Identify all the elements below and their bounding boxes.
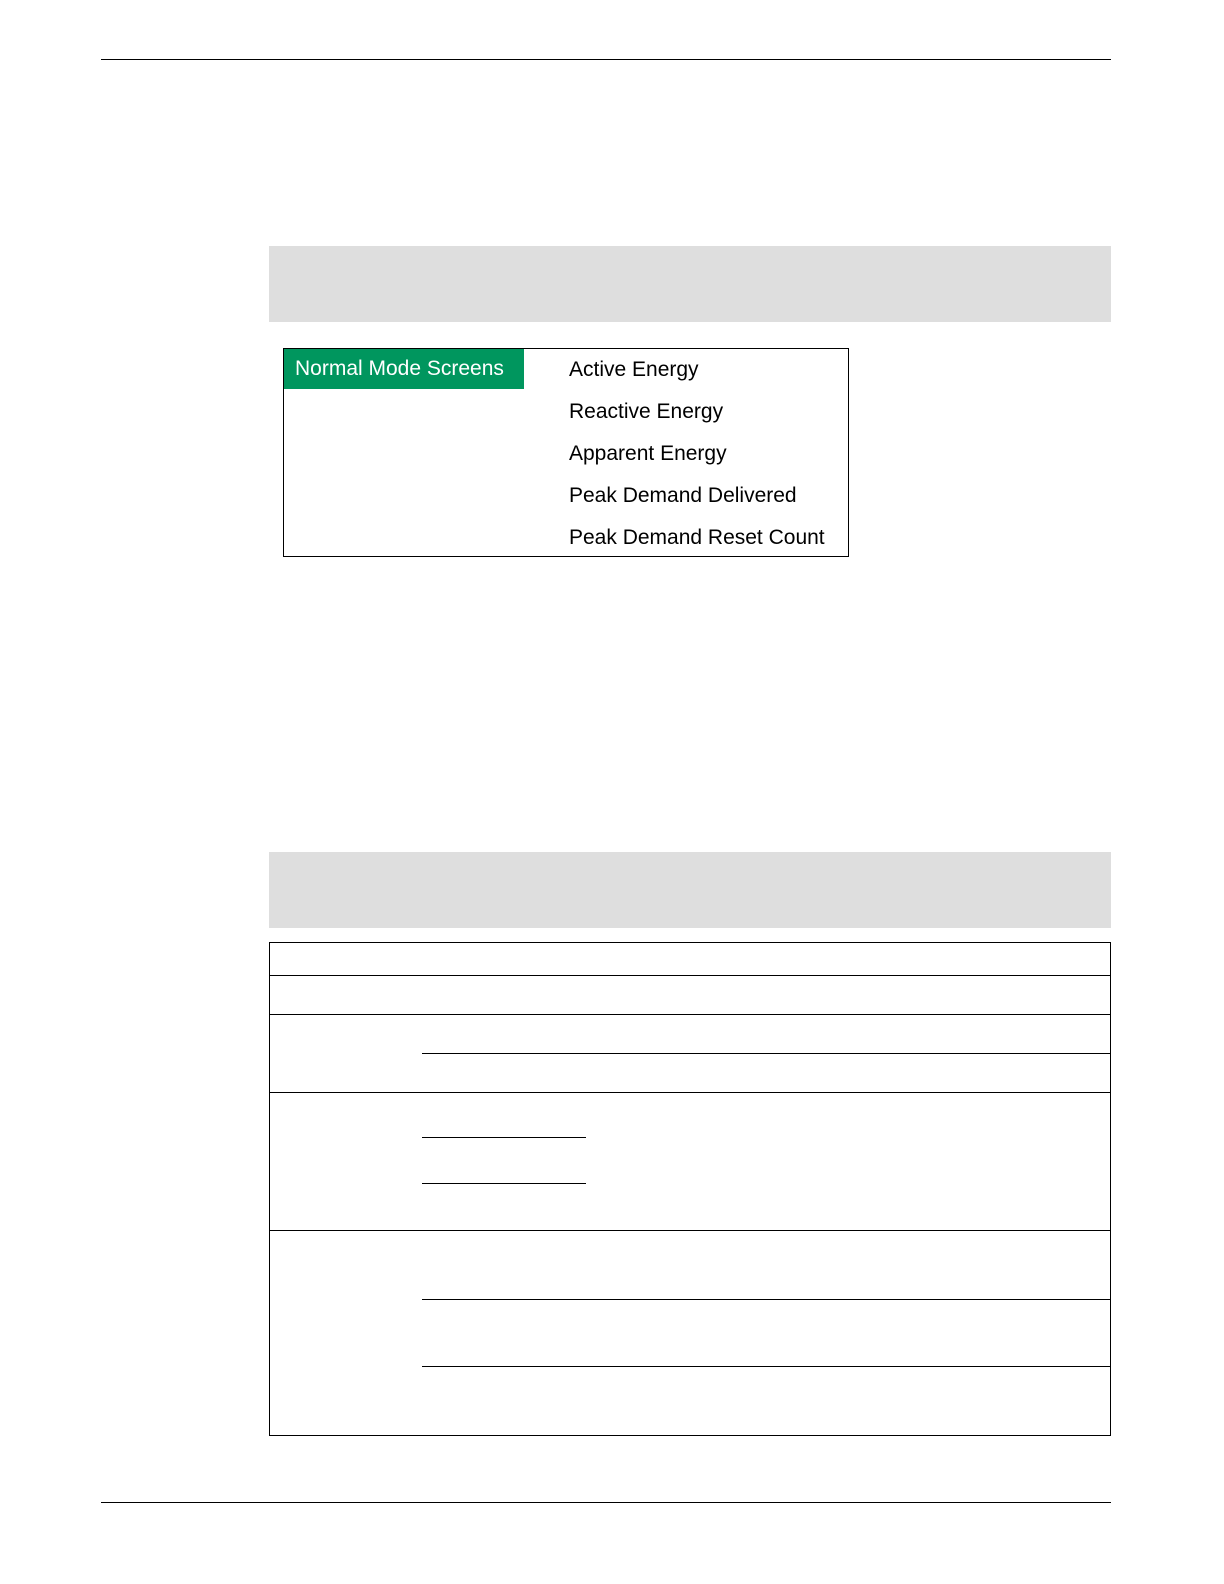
screen-item-peak-demand-delivered: Peak Demand Delivered [569, 484, 797, 507]
settings-table [269, 942, 1111, 1436]
normal-mode-screens-diagram [283, 348, 849, 557]
header-rule [101, 59, 1111, 60]
table-row-divider [270, 1230, 1110, 1231]
screens-list [569, 349, 825, 559]
table-row-divider [270, 975, 1110, 976]
table-subrow-divider [422, 1299, 1110, 1300]
section-band-top [269, 246, 1111, 322]
screen-item-reactive-energy: Reactive Energy [569, 400, 724, 423]
screen-item-apparent-energy: Apparent Energy [569, 442, 727, 465]
footer-rule [101, 1502, 1111, 1503]
screen-item-peak-demand-reset-count: Peak Demand Reset Count [569, 526, 825, 549]
table-subrow-divider [422, 1183, 586, 1184]
screen-item-active-energy: Active Energy [569, 358, 699, 381]
table-subrow-divider [422, 1366, 1110, 1367]
section-band-bottom [269, 852, 1111, 928]
table-row-divider [270, 1014, 1110, 1015]
normal-mode-screens-label: Normal Mode Screens [284, 349, 524, 389]
table-row-divider [270, 1092, 1110, 1093]
table-subrow-divider [422, 1053, 1110, 1054]
table-subrow-divider [422, 1137, 586, 1138]
